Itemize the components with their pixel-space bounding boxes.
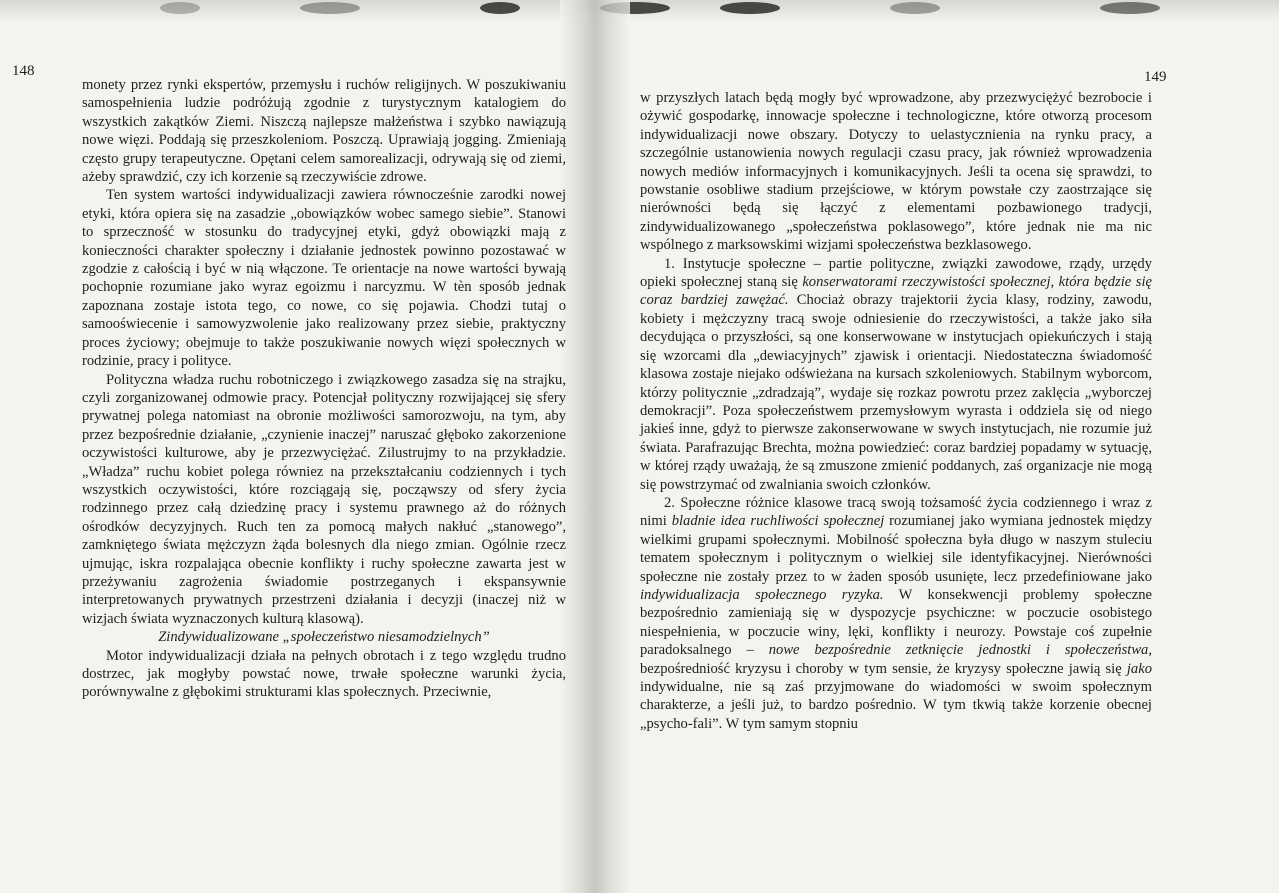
emphasis-text: indywidualizacja społecznego ryzyka. — [640, 586, 884, 603]
emphasis-text: konserwatorami rzeczywistości społecznej, która będzie się coraz bardziej zawężać. — [640, 274, 1152, 309]
text-run: indywidualne, nie są zaś przyjmowane do wiadomości w swoim społecznym charakterze, a jeśli już, to bardzo pośrednio. W tym tkwią także korzenie obecnej „psycho-fali”. W tym samym stopniu — [640, 679, 1152, 732]
text-run: 2. Społeczne różnice klasowe tracą swoją tożsamość życia codziennego i wraz z nimi — [640, 494, 1152, 530]
right-page-text — [640, 89, 1152, 733]
paragraph: Ten system wartości indywidualizacji zawiera równocześnie zarodki nowej etyki, która opiera się na zasadzie „obowiązków wobec samego siebie”. Stanowi to sprzeczność w stosunku do tradycyjnej etyki, gdyż obowiązki mają z konieczności charakter społeczny i działanie jednostek powinno pozostawać w zgodzie z całością i być w nią włączone. Te orientacje na nowe wartości bywają pochopnie rozumiane jako wyraz egoizmu i narcyzmu. W tèn sposób jednak zapoznana zostaje istota tego, co nowe, co się pojawia. Chodzi tutaj o samooświecenie i samowyzwolenie jako realizowany przez siebie, praktyczny proces życiowy; obejmuje to także poszukiwanie nowych więzi społecznych w rodzinie, pracy i polityce. — [82, 187, 566, 370]
left-page-text — [82, 76, 566, 702]
paragraph — [640, 494, 1152, 733]
book-gutter — [560, 0, 630, 893]
paragraph: monety przez rynki ekspertów, przemysłu i ruchów religijnych. W poszukiwaniu samospełnienia ludzie podróżują zgodnie z turystycznym katalogiem do wszystkich zakątków Ziemi. Niszczą najlepsze małżeństwa i szybko nawiązują nowe więzi. Poddają się przeszkoleniom. Poszczą. Uprawiają jogging. Zmieniają często grupy terapeutyczne. Opętani celem samorealizacji, odrywają się od ziemi, ażeby sprawdzić, czy ich korzenie są rzeczywiście zdrowe. — [82, 77, 566, 186]
scan-smudge — [1100, 2, 1160, 14]
emphasis-text: nowe bezpośrednie zetknięcie jednostki i społeczeństwa, — [768, 642, 1152, 659]
emphasis-text: jako — [1126, 660, 1152, 677]
text-run: bezpośredniość kryzysu i choroby w tym sensie, że kryzysy społeczne jawią się — [640, 660, 1127, 677]
scan-smudge — [300, 2, 360, 14]
scan-top-band — [0, 0, 1279, 22]
emphasis-text: bladnie idea ruchliwości społecznej — [671, 513, 885, 530]
scan-smudge — [480, 2, 520, 14]
paragraph: Polityczna władza ruchu robotniczego i związkowego zasadza się na strajku, czyli zorganizowanej odmowie pracy. Potencjał polityczny rozwijającej się sfery prywatnej polega natomiast na obronie możliwości samorozwoju, na tym, aby przez bezpośrednie działanie, „czynienie inaczej” naruszać głęboko zakorzenione oczywistości kulturowe, aby je przezwyciężać. Zilustrujmy to na przykładzie. „Władza” ruchu kobiet polega równiez na przekształcaniu codziennych i tych wszystkich oczywistości, które rozciągają się, począwszy od sfery życia rodzinnego przez całą dziedzinę pracy i systemu prawnego aż do różnych ośrodków decyzyjnych. Ruch ten za pomocą małych nakłuć „stanowego”, zamkniętego świata mężczyzn żąda bolesnych dla niego zmian. Ogólnie rzecz ujmując, iskra rozpalająca obecnie konflikty i ruchy społeczne zawarta jest w przeżywaniu zagrożenia świadomie postrzeganych i ekspansywnie interpretowanych prywatnych przestrzeni działania i decyzji (inaczej niż w wizjach świata wyznaczonych kulturą klasową). — [82, 371, 566, 627]
scan-smudge — [160, 2, 200, 14]
scan-smudge — [890, 2, 940, 14]
right-page-number: 149 — [1144, 69, 1167, 85]
paragraph — [640, 255, 1152, 494]
text-run: Chociaż obrazy trajektorii życia klasy, rodziny, zawodu, kobiety i mężczyzny tracą swoje odniesienie do rzeczywistości, a także jako siła decydująca o przyszłości, są one konserwowane w instytucjach opiekuńczych i stają się wzorcami dla „dewiacyjnych” zjawisk i orientacji. Niedostateczna świadomość klasowa zostaje niejako odświeżana na kursach szkoleniowych. Stabilnym wyborcom, którzy politycznie „zdradzają”, wydaje się rozkaz powrotu przez zaklęcia „wyborczej demokracji”. Poza społeczeństwem przemysłowym wyrasta i oddziela się od niego jakieś inne, gdyż to pierwsze zakonserwowane w swych instytucjach, nie rozumie już świata. Parafrazując Brechta, można powiedzieć: coraz bardziej popadamy w sytuację, w której rządy uważają, że są zmuszone zmienić poddanych, zaś organizacje nie mogą się powstrzymać od zwalniania swoich członków. — [640, 292, 1152, 493]
text-run: W konsekwencji problemy społeczne bezpośrednio zamieniają się w dyspozycje psychiczne: w poczucie osobistego niespełnienia, w poczucie winy, lęki, konflikty i neurozy. Powstaje coś zupełnie paradoksalnego – — [640, 586, 1152, 659]
text-run: 1. Instytucje społeczne – partie polityczne, związki zawodowe, rządy, urzędy opieki społecznej staną się — [640, 255, 1152, 291]
scan-smudge — [720, 2, 780, 14]
text-run: rozumianej jako wymiana jednostek między wielkimi grupami społecznymi. Mobilność społeczna była długo w naszym stuleciu tematem społecznym i politycznym o wielkiej sile identyfikacyjnej. Nierówności społeczne nie zostały przez to w żaden sposób usunięte, lecz przedefiniowane jako — [640, 513, 1153, 585]
paragraph: Motor indywidualizacji działa na pełnych obrotach i z tego względu trudno dostrzec, jak mogłyby powstać nowe, trwałe społeczne warunki życia, porównywalne z głębokimi strukturami klas społecznych. Przeciwnie, — [82, 647, 566, 701]
left-page-number: 148 — [12, 63, 35, 79]
section-heading: Zindywidualizowane „społeczeństwo niesamodzielnych” — [158, 629, 490, 646]
paragraph: w przyszłych latach będą mogły być wprowadzone, aby przezwyciężyć bezrobocie i ożywić gospodarkę, innowacje społeczne i technologiczne, które otworzą procesom indywidualizacji nowe obszary. Dotyczy to uelastycznienia na rynku pracy, a szczególnie ustanowienia nowych regulacji czasu pracy, jak również wprowadzenia nowych mediów informacyjnych i komunikacyjnych. Jeśli ta ocena się sprawdzi, to powstanie osobliwe stadium przejściowe, w którym powstałe czy zaostrzające się nierówności będą się łączyć z elementami pozbawionego tradycji, zindywidualizowanego „społeczeństwa poklasowego”, które jednak nie ma nic wspólnego z marksowskimi wizjami społeczeństwa bezklasowego. — [640, 90, 1152, 254]
